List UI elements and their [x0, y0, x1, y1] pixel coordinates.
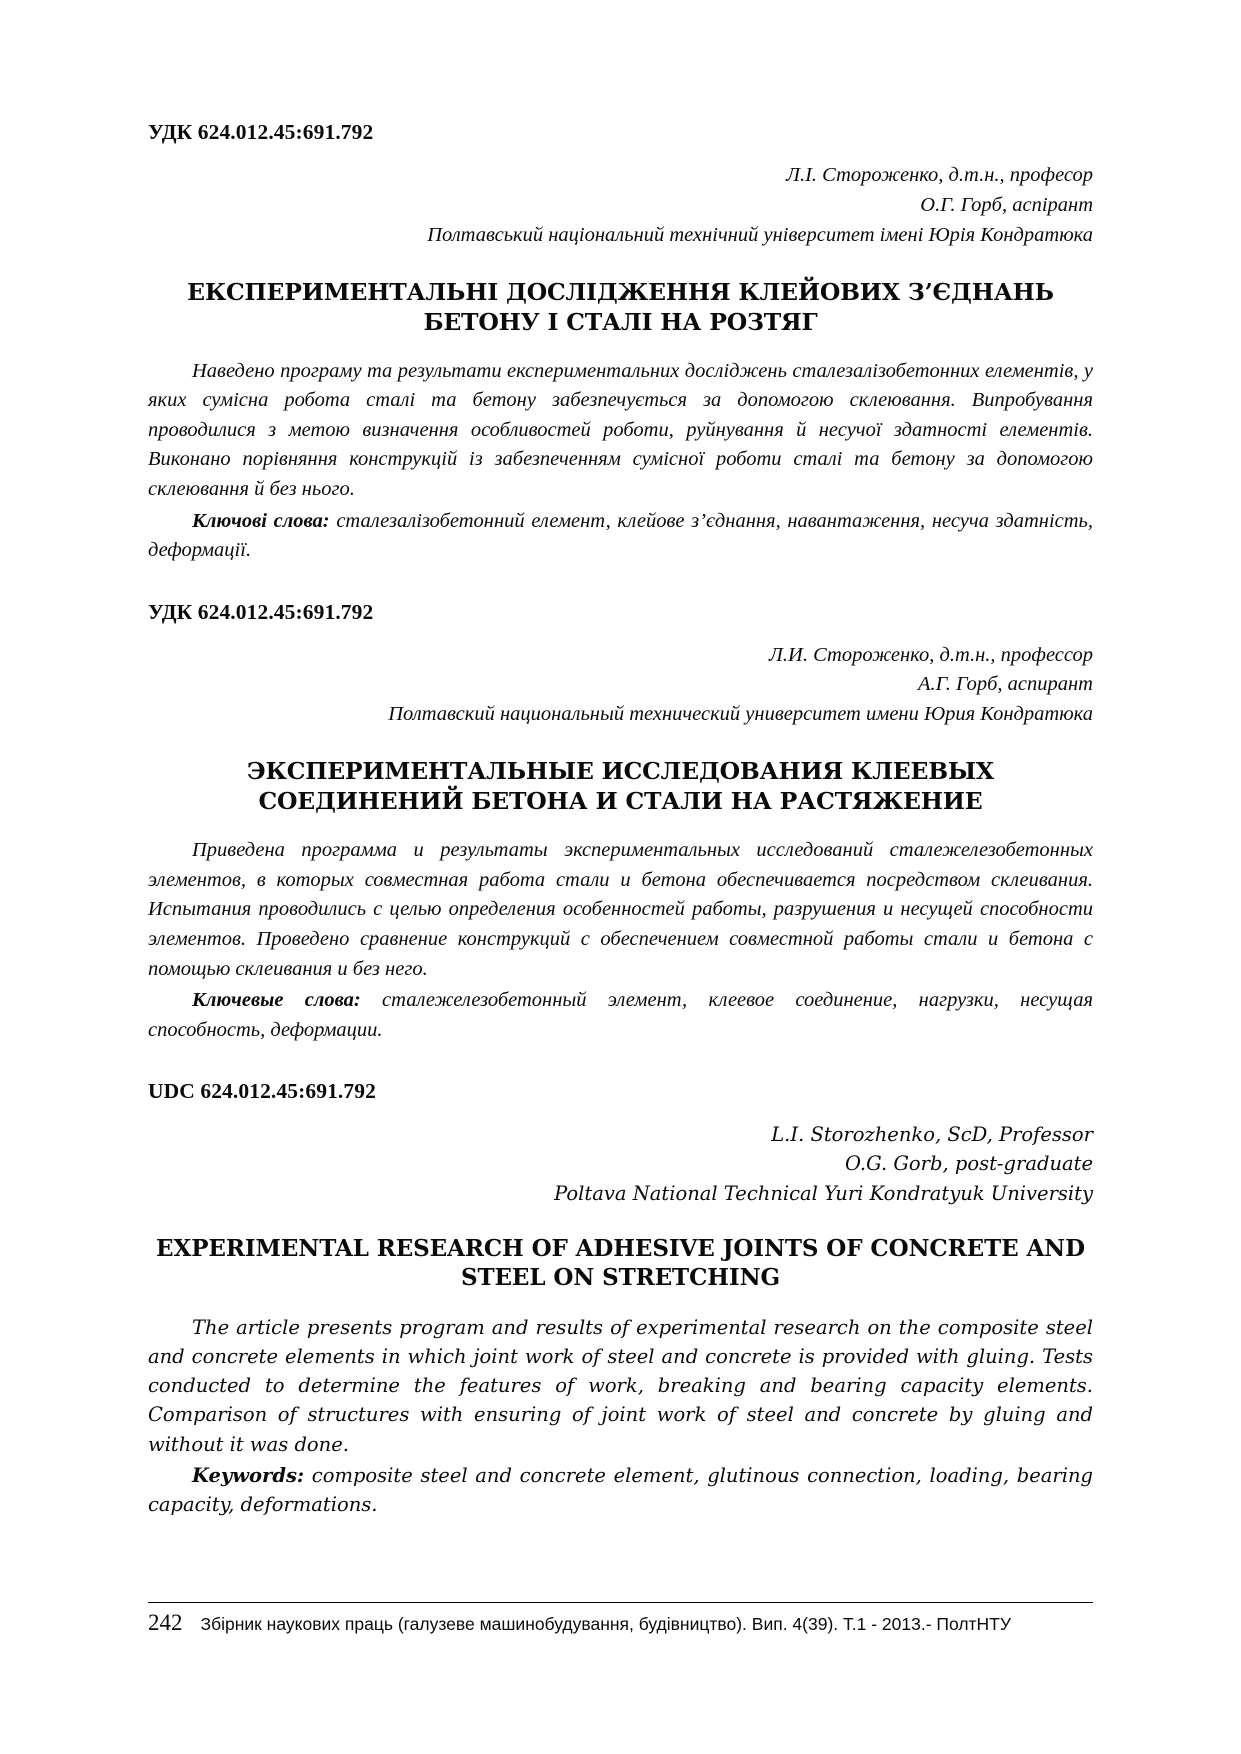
keywords-uk [148, 507, 1093, 566]
keywords-en [148, 1461, 1093, 1520]
abstract-ru: Приведена программа и результаты экспериментальных исследований сталежелезобетонных элементов, в которых совместная работа стали и бетона обеспечивается посредством склеивания. Испытания проводились с целью определения особенностей работы, разрушения и несущей способности элементов. Проведено сравнение конструкций с обеспечением совместной работы стали и бетона с помощью склеивания и без него. [148, 839, 1093, 980]
udc-code-ru: УДК 624.012.45:691.792 [148, 599, 374, 624]
keywords-ru [148, 986, 1093, 1045]
authors-ru [148, 641, 1093, 731]
udc-code-uk: УДК 624.012.45:691.792 [148, 120, 374, 144]
keywords-list-uk: сталезалізобетонний елемент, клейове з’єднання, навантаження, несуча здатність, деформації. [148, 509, 1093, 562]
author-line: Л.І. Стороженко, д.т.н., професор [786, 164, 1093, 186]
abstract-uk: Наведено програму та результати експериментальних досліджень сталезалізобетонних елементів, у яких сумісна робота сталі та бетону забезпечується за допомогою склеювання. Випробування проводилися з метою визначення особливостей роботи, руйнування й несучої здатності елементів. Виконано порівняння конструкцій із забезпеченням сумісної роботи сталі та бетону за допомогою склеювання й без нього. [148, 359, 1093, 500]
page-footer [148, 1602, 1093, 1636]
keywords-label-uk: Ключові слова: [192, 509, 330, 532]
keywords-label-en: Keywords: [192, 1463, 305, 1487]
abstract-en: The article presents program and results of experimental research on the composite steel and concrete elements in which joint work of steel and concrete is provided with gluing. Tests conducted to determine the features of work, breaking and bearing capacity elements. Comparison of structures with ensuring of joint work of steel and concrete by gluing and without it was done. [148, 1315, 1093, 1456]
keywords-label-ru: Ключевые слова: [192, 989, 361, 1012]
affiliation-line: Poltava National Technical Yuri Kondratyuk University [554, 1181, 1093, 1205]
keywords-list-en: composite steel and concrete element, glutinous connection, loading, bearing capacity, deformations. [148, 1463, 1093, 1517]
keywords-list-ru: сталежелезобетонный элемент, клеевое соединение, нагрузки, несущая способность, деформации. [148, 989, 1093, 1041]
article-title-en: EXPERIMENTAL RESEARCH OF ADHESIVE JOINTS OF CONCRETE AND STEEL ON STRETCHING [156, 1234, 1085, 1292]
page-number: 242 [148, 1610, 183, 1635]
author-line: O.G. Gorb, post-graduate [845, 1152, 1093, 1176]
author-line: Л.И. Стороженко, д.т.н., профессор [769, 643, 1093, 666]
affiliation-line: Полтавский национальный технический университет имени Юрия Кондратюка [388, 703, 1093, 726]
author-line: А.Г. Горб, аспирант [917, 673, 1093, 696]
authors-uk [148, 161, 1093, 251]
article-title-uk: ЕКСПЕРИМЕНТАЛЬНІ ДОСЛІДЖЕННЯ КЛЕЙОВИХ З’ЄДНАНЬ БЕТОНУ І СТАЛІ НА РОЗТЯГ [187, 277, 1054, 336]
section-ukrainian [148, 120, 1093, 566]
footer-source: Збірник наукових праць (галузеве машинобудування, будівництво). Вип. 4(39). Т.1 - 2013.- ПолтНТУ [200, 1614, 1011, 1634]
author-line: L.I. Storozhenko, ScD, Professor [771, 1123, 1093, 1147]
section-english [148, 1079, 1093, 1519]
section-russian [148, 600, 1093, 1046]
author-line: О.Г. Горб, аспірант [920, 193, 1093, 216]
affiliation-line: Полтавський національний технічний університет імені Юрія Кондратюка [427, 223, 1093, 246]
udc-code-en: UDC 624.012.45:691.792 [148, 1079, 376, 1104]
article-title-ru: ЭКСПЕРИМЕНТАЛЬНЫЕ ИССЛЕДОВАНИЯ КЛЕЕВЫХ СОЕДИНЕНИЙ БЕТОНА И СТАЛИ НА РАСТЯЖЕНИЕ [247, 757, 994, 816]
authors-en [148, 1120, 1093, 1208]
